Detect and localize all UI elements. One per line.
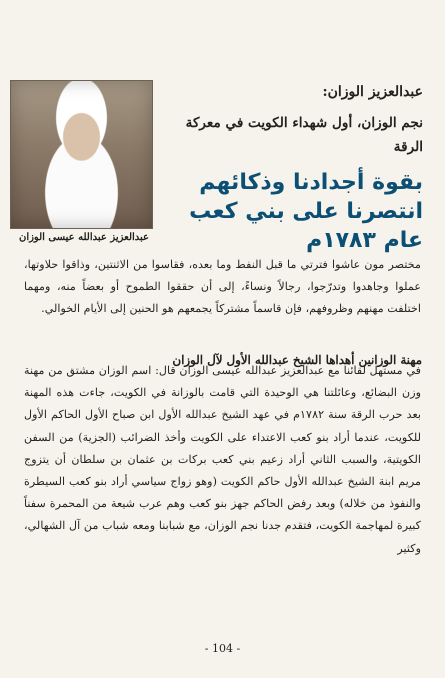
section-heading: مهنة الوزانين أهداها الشيخ عبدالله الأول لآل الوزان [172, 353, 422, 367]
main-paragraph [24, 360, 421, 560]
page-number: - 104 - [204, 642, 241, 655]
portrait-photo [10, 80, 153, 229]
paragraph-1: مختصر مون عاشوا فترتي ما قبل النفط وما بعده، فقاسوا من الاثنتين، وذاقوا حلاوتها، عملوا وجاهدوا وتدرّجوا، رجالاً ونساءً، إلى أن حققوا الطموح أو بعضاً منه، ومهما اختلفت مهنهم وظروفهم، فإن قاسماً مشتركاً يجمعهم هو الحنين إلى الأيام الخوالي. [24, 258, 421, 316]
article-author-name: عبدالعزيز الوزان: [322, 84, 423, 100]
photo-caption: عبدالعزيز عبدالله عيسى الوزان [18, 232, 150, 243]
article-subtitle: نجم الوزان، أول شهداء الكويت في معركة الرقة [185, 115, 423, 155]
paragraph-2: في مستهل لقائنا مع عبدالعزيز عبدالله عيسى الوزان قال: اسم الوزان مشتق من مهنة وزن البضائع، وعائلتنا هي الوحيدة التي قامت بالوزانة في الكويت، جاءت هذه المهنة بعد حرب الرقة سنة ١٧٨٢م في عهد الشيخ عبدالله الأول ابن صباح الأول الحاكم الأول للكويت، عندما أراد بنو كعب الاعتداء على الكويت وأخذ الضرائب (الجزية) من السفن الكويتية، والسبب الثاني أراد زعيم بني كعب بركات بن عثمان بن سلطان أن يتزوج مريم ابنة الشيخ عبدالله الأول حاكم الكويت (وهو زواج سياسي أراد بنو كعب السيطرة والنفوذ من خلاله) وبعد رفض الحاكم جهز بنو كعب وهم عرب شيعة من المحمرة سفناً كبيرة لمهاجمة الكويت، فتقدم جدنا نجم الوزان، مع شبابنا ومعه شباب من آل الشهالي، وكثير [24, 364, 421, 555]
intro-paragraph [24, 254, 421, 321]
article-headline: بقوة أجدادنا وذكائهم انتصرنا على بني كعب عام ١٧٨٣م [189, 170, 423, 253]
